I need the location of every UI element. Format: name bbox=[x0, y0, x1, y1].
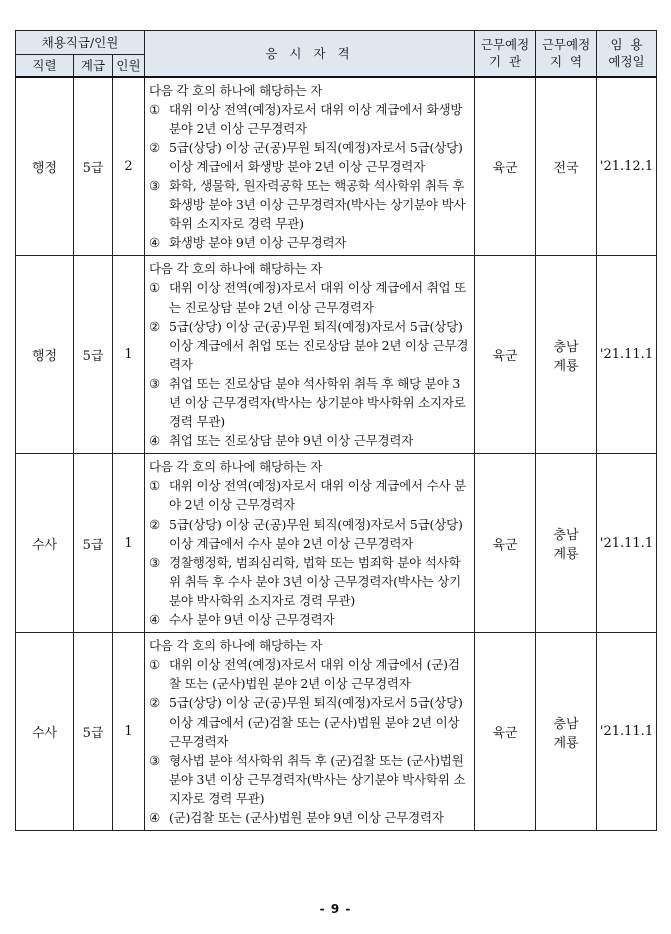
item-number: ② bbox=[149, 139, 161, 155]
qualification-item bbox=[149, 278, 471, 316]
qualification-item bbox=[149, 553, 471, 610]
cell-count: 2 bbox=[113, 77, 145, 256]
cell-count: 1 bbox=[113, 256, 145, 454]
header-agency-line2: 기 관 bbox=[488, 54, 522, 70]
item-text: 대위 이상 전역(예정)자로서 대위 이상 계급에서 (군)검찰 또는 (군사)법원 분야 2년 이상 근무경력자 bbox=[169, 657, 460, 692]
table-row bbox=[16, 77, 657, 256]
cell-agency: 육군 bbox=[475, 256, 536, 454]
qualification-item bbox=[149, 751, 471, 808]
item-number: ③ bbox=[149, 554, 161, 570]
qualification-item bbox=[149, 374, 471, 431]
item-text: 화생방 분야 9년 이상 근무경력자 bbox=[169, 235, 347, 251]
region-line: 계룡 bbox=[553, 735, 579, 751]
cell-grade: 5급 bbox=[74, 256, 113, 454]
cell-agency: 육군 bbox=[475, 633, 536, 831]
item-number: ① bbox=[149, 280, 161, 296]
header-date-line1: 임 용 bbox=[610, 37, 643, 53]
region-line: 충남 bbox=[553, 528, 579, 544]
item-text: 취업 또는 진로상담 분야 9년 이상 근무경력자 bbox=[169, 433, 414, 449]
item-text: 화학, 생물학, 원자력공학 또는 핵공학 석사학위 취득 후 화생방 분야 3년 이상 근무경력자(박사는 상기분야 박사학위 소지자로 경력 무관) bbox=[169, 177, 466, 232]
item-number: ④ bbox=[149, 612, 161, 628]
item-number: ② bbox=[149, 318, 161, 334]
region-line: 충남 bbox=[553, 339, 579, 355]
item-text: (군)검찰 또는 (군사)법원 분야 9년 이상 근무경력자 bbox=[169, 809, 444, 825]
cell-date: '21.11.1 bbox=[597, 633, 657, 831]
table-body bbox=[16, 77, 657, 831]
header-count: 인원 bbox=[113, 55, 145, 77]
header-position: 직렬 bbox=[16, 55, 74, 77]
header-date bbox=[597, 31, 657, 77]
region-line: 계룡 bbox=[553, 358, 579, 374]
qualification-item bbox=[149, 808, 471, 827]
cell-date: '21.11.1 bbox=[597, 256, 657, 454]
cell-count: 1 bbox=[113, 633, 145, 831]
item-text: 형사법 분야 석사학위 취득 후 (군)검찰 또는 (군사)법원 분야 3년 이상 근무경력자(박사는 상기분야 박사학위 소지자로 경력 무관) bbox=[169, 752, 466, 806]
cell-position: 수사 bbox=[16, 633, 74, 831]
region-line: 충남 bbox=[553, 716, 579, 732]
cell-position: 행정 bbox=[16, 77, 74, 256]
qualification-intro: 다음 각 호의 하나에 해당하는 자 bbox=[149, 459, 323, 475]
qualification-item bbox=[149, 233, 471, 252]
item-number: ① bbox=[149, 657, 161, 673]
item-text: 5급(상당) 이상 군(공)무원 퇴직(예정)자로서 5급(상당) 이상 계급에서 (군)검찰 또는 (군사)법원 분야 2년 이상 근무경력자 bbox=[169, 695, 463, 749]
cell-qualification bbox=[145, 633, 475, 831]
cell-grade: 5급 bbox=[74, 454, 113, 633]
item-text: 5급(상당) 이상 군(공)무원 퇴직(예정)자로서 5급(상당) 이상 계급에서 수사 분야 2년 이상 근무경력자 bbox=[169, 516, 463, 551]
header-agency-line1: 근무예정 bbox=[480, 37, 530, 53]
cell-region bbox=[536, 633, 597, 831]
cell-qualification bbox=[145, 454, 475, 633]
cell-qualification bbox=[145, 256, 475, 454]
cell-date: '21.11.1 bbox=[597, 454, 657, 633]
item-number: ④ bbox=[149, 809, 161, 825]
item-text: 경찰행정학, 범죄심리학, 법학 또는 범죄학 분야 석사학위 취득 후 수사 분야 3년 이상 근무경력자(박사는 상기분야 박사학위 소지자로 경력 무관) bbox=[169, 554, 461, 608]
cell-date: '21.12.1 bbox=[597, 77, 657, 256]
cell-grade: 5급 bbox=[74, 77, 113, 256]
qualification-item bbox=[149, 100, 471, 138]
item-number: ④ bbox=[149, 433, 161, 449]
table-header bbox=[16, 31, 657, 77]
cell-region bbox=[536, 77, 597, 256]
table-row bbox=[16, 256, 657, 454]
item-number: ① bbox=[149, 478, 161, 494]
item-text: 대위 이상 전역(예정)자로서 대위 이상 계급에서 취업 또는 진로상담 분야 2년 이상 근무경력자 bbox=[169, 280, 467, 315]
region-line: 계룡 bbox=[553, 547, 579, 563]
item-text: 5급(상당) 이상 군(공)무원 퇴직(예정)자로서 5급(상당) 이상 계급에서 취업 또는 진로상담 분야 2년 이상 근무경력자 bbox=[169, 318, 469, 372]
qualification-item bbox=[149, 515, 471, 553]
item-number: ④ bbox=[149, 235, 161, 251]
item-text: 대위 이상 전역(예정)자로서 대위 이상 계급에서 화생방 분야 2년 이상 근무경력자 bbox=[169, 101, 463, 136]
item-number: ③ bbox=[149, 752, 161, 768]
cell-qualification bbox=[145, 77, 475, 256]
header-agency bbox=[475, 31, 536, 77]
table-row bbox=[16, 633, 657, 831]
header-qualification: 응 시 자 격 bbox=[145, 31, 475, 77]
item-text: 수사 분야 9년 이상 근무경력자 bbox=[169, 612, 335, 628]
qualification-item bbox=[149, 317, 471, 374]
qualification-item bbox=[149, 138, 471, 176]
cell-position: 수사 bbox=[16, 454, 74, 633]
qualification-item bbox=[149, 431, 471, 450]
qualification-item bbox=[149, 655, 471, 693]
item-number: ③ bbox=[149, 177, 161, 193]
cell-agency: 육군 bbox=[475, 77, 536, 256]
header-date-line2: 예정일 bbox=[608, 54, 645, 70]
item-text: 취업 또는 진로상담 분야 석사학위 취득 후 해당 분야 3년 이상 근무경력자(박사는 상기분야 박사학위 소지자로 경력 무관) bbox=[169, 375, 466, 430]
qualification-item bbox=[149, 176, 471, 233]
item-number: ② bbox=[149, 695, 161, 711]
table-row bbox=[16, 454, 657, 633]
header-region-line2: 지 역 bbox=[549, 54, 583, 70]
qualification-item bbox=[149, 476, 471, 514]
qualification-intro: 다음 각 호의 하나에 해당하는 자 bbox=[149, 261, 323, 277]
qualification-intro: 다음 각 호의 하나에 해당하는 자 bbox=[149, 82, 323, 98]
item-text: 대위 이상 전역(예정)자로서 대위 이상 계급에서 수사 분야 2년 이상 근무경력자 bbox=[169, 478, 467, 513]
cell-region bbox=[536, 454, 597, 633]
page-number: - 9 - bbox=[319, 902, 352, 916]
header-region-line1: 근무예정 bbox=[541, 37, 591, 53]
item-number: ② bbox=[149, 516, 161, 532]
cell-grade: 5급 bbox=[74, 633, 113, 831]
recruitment-table bbox=[15, 30, 657, 831]
item-text: 5급(상당) 이상 군(공)무원 퇴직(예정)자로서 5급(상당) 이상 계급에서 화생방 분야 2년 이상 근무경력자 bbox=[169, 139, 463, 174]
item-number: ① bbox=[149, 101, 161, 117]
qualification-item bbox=[149, 610, 471, 629]
cell-agency: 육군 bbox=[475, 454, 536, 633]
region-line: 전국 bbox=[553, 160, 579, 176]
header-grade: 계급 bbox=[74, 55, 113, 77]
header-recruit-group: 채용직급/인원 bbox=[16, 31, 145, 55]
cell-region bbox=[536, 256, 597, 454]
qualification-item bbox=[149, 693, 471, 750]
cell-position: 행정 bbox=[16, 256, 74, 454]
cell-count: 1 bbox=[113, 454, 145, 633]
qualification-intro: 다음 각 호의 하나에 해당하는 자 bbox=[149, 638, 323, 654]
item-number: ③ bbox=[149, 375, 161, 391]
header-region bbox=[536, 31, 597, 77]
